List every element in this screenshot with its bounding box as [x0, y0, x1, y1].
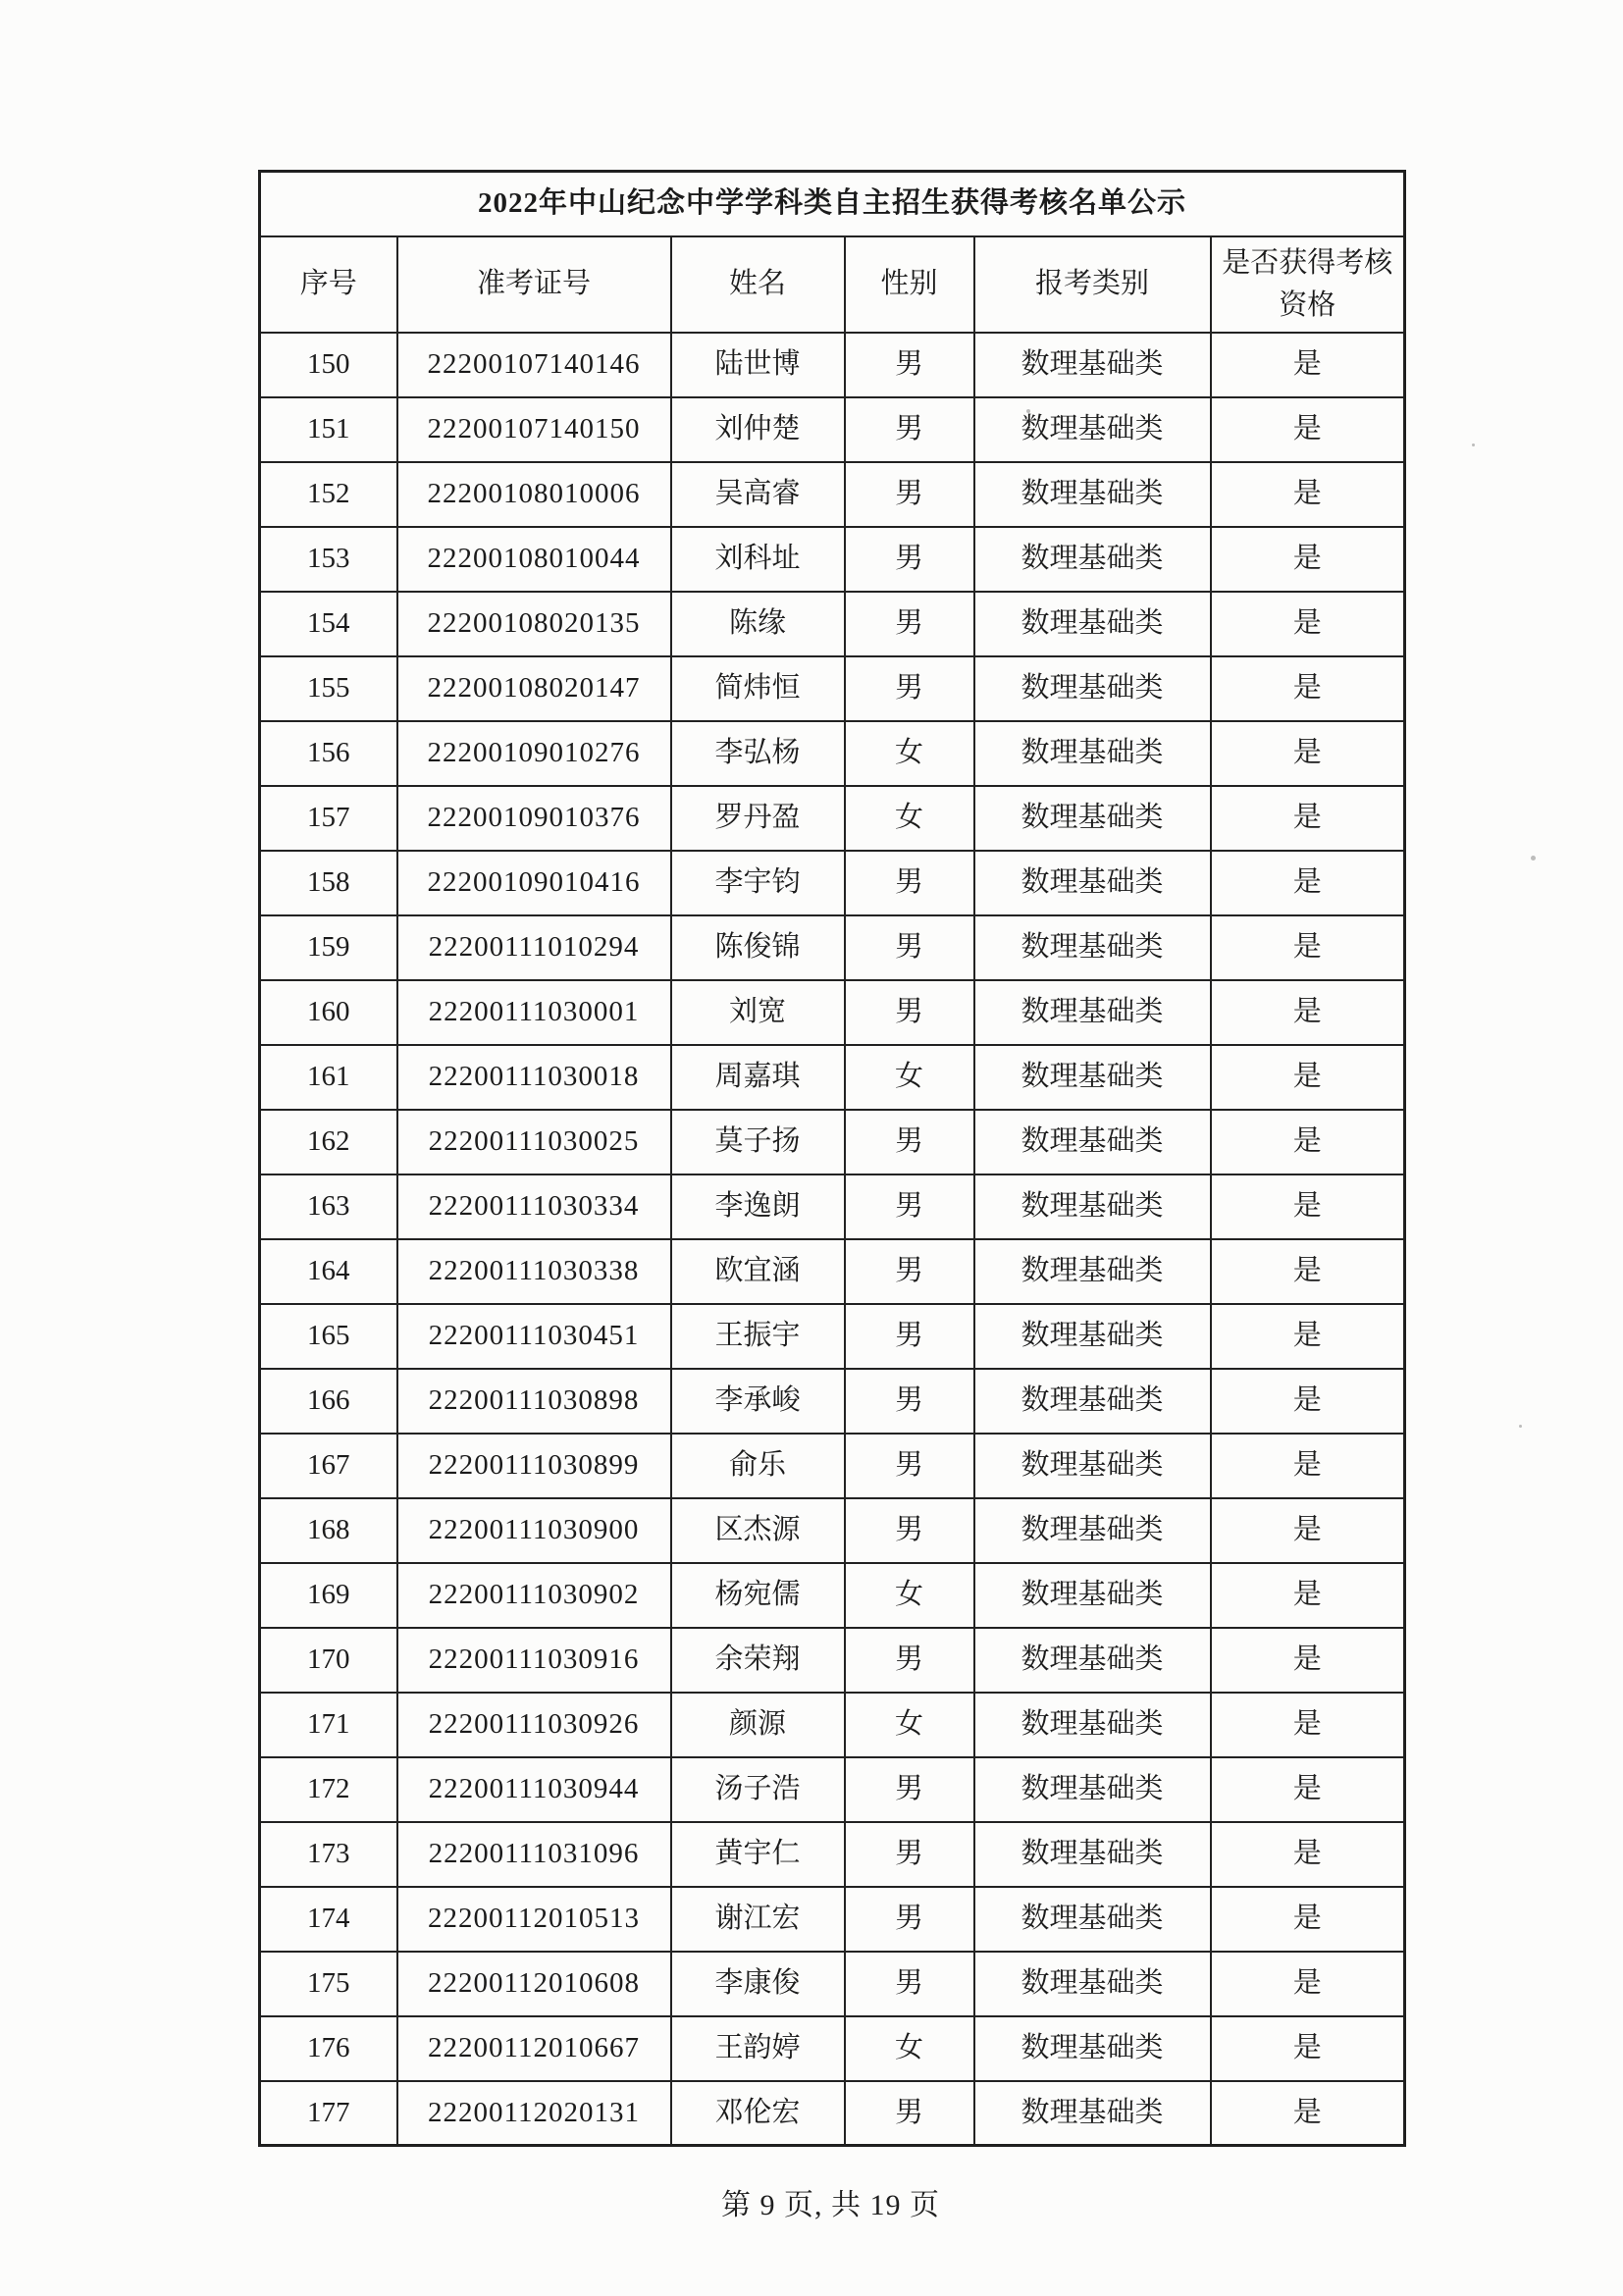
- cell-qualified: 是: [1211, 1045, 1405, 1110]
- cell-ticket: 22200111030451: [397, 1304, 671, 1369]
- cell-ticket: 22200108010044: [397, 527, 671, 592]
- cell-name: 简炜恒: [671, 656, 845, 721]
- cell-category: 数理基础类: [974, 721, 1211, 786]
- cell-qualified: 是: [1211, 915, 1405, 980]
- cell-category: 数理基础类: [974, 656, 1211, 721]
- cell-category: 数理基础类: [974, 1369, 1211, 1434]
- cell-serial: 169: [260, 1563, 397, 1628]
- cell-name: 李宇钧: [671, 851, 845, 915]
- cell-serial: 175: [260, 1952, 397, 2016]
- cell-name: 陈缘: [671, 592, 845, 656]
- cell-category: 数理基础类: [974, 1045, 1211, 1110]
- cell-category: 数理基础类: [974, 1110, 1211, 1174]
- cell-serial: 156: [260, 721, 397, 786]
- cell-qualified: 是: [1211, 1110, 1405, 1174]
- cell-qualified: 是: [1211, 2081, 1405, 2146]
- cell-category: 数理基础类: [974, 851, 1211, 915]
- cell-category: 数理基础类: [974, 1952, 1211, 2016]
- cell-serial: 152: [260, 462, 397, 527]
- table-title: 2022年中山纪念中学学科类自主招生获得考核名单公示: [260, 172, 1405, 236]
- cell-gender: 男: [845, 1822, 974, 1887]
- cell-gender: 男: [845, 1498, 974, 1563]
- cell-name: 刘科址: [671, 527, 845, 592]
- cell-gender: 男: [845, 1757, 974, 1822]
- cell-qualified: 是: [1211, 1757, 1405, 1822]
- table-row: [260, 721, 1405, 786]
- cell-category: 数理基础类: [974, 1563, 1211, 1628]
- cell-qualified: 是: [1211, 1628, 1405, 1693]
- cell-ticket: 22200111030916: [397, 1628, 671, 1693]
- table-row: [260, 786, 1405, 851]
- table-row: [260, 1174, 1405, 1239]
- cell-gender: 男: [845, 1304, 974, 1369]
- table-row: [260, 527, 1405, 592]
- cell-qualified: 是: [1211, 333, 1405, 397]
- cell-category: 数理基础类: [974, 1434, 1211, 1498]
- table-row: [260, 1434, 1405, 1498]
- table-row: [260, 1628, 1405, 1693]
- cell-ticket: 22200112010513: [397, 1887, 671, 1952]
- table-row: [260, 2016, 1405, 2081]
- cell-gender: 男: [845, 980, 974, 1045]
- cell-gender: 男: [845, 1369, 974, 1434]
- cell-ticket: 22200111030944: [397, 1757, 671, 1822]
- cell-gender: 女: [845, 1693, 974, 1757]
- cell-serial: 172: [260, 1757, 397, 1822]
- cell-name: 王韵婷: [671, 2016, 845, 2081]
- cell-category: 数理基础类: [974, 1887, 1211, 1952]
- cell-name: 欧宜涵: [671, 1239, 845, 1304]
- column-header-gender: 性别: [845, 236, 974, 333]
- cell-qualified: 是: [1211, 980, 1405, 1045]
- cell-name: 王振宇: [671, 1304, 845, 1369]
- cell-serial: 168: [260, 1498, 397, 1563]
- scan-speck: [1531, 856, 1536, 861]
- cell-gender: 男: [845, 2081, 974, 2146]
- cell-ticket: 22200111030001: [397, 980, 671, 1045]
- cell-gender: 男: [845, 851, 974, 915]
- column-header-qualified: 是否获得考核资格: [1211, 236, 1405, 333]
- table-row: [260, 1563, 1405, 1628]
- cell-category: 数理基础类: [974, 1822, 1211, 1887]
- cell-gender: 男: [845, 397, 974, 462]
- table-title-row: [260, 172, 1405, 236]
- cell-qualified: 是: [1211, 656, 1405, 721]
- cell-ticket: 22200111030018: [397, 1045, 671, 1110]
- cell-category: 数理基础类: [974, 1628, 1211, 1693]
- table-row: [260, 1498, 1405, 1563]
- cell-gender: 男: [845, 1952, 974, 2016]
- cell-qualified: 是: [1211, 2016, 1405, 2081]
- cell-category: 数理基础类: [974, 1304, 1211, 1369]
- cell-serial: 150: [260, 333, 397, 397]
- scan-speck: [1519, 1425, 1522, 1428]
- cell-gender: 男: [845, 592, 974, 656]
- cell-qualified: 是: [1211, 1693, 1405, 1757]
- column-header-category: 报考类别: [974, 236, 1211, 333]
- cell-name: 李逸朗: [671, 1174, 845, 1239]
- cell-ticket: 22200111010294: [397, 915, 671, 980]
- cell-category: 数理基础类: [974, 592, 1211, 656]
- cell-qualified: 是: [1211, 1174, 1405, 1239]
- cell-gender: 男: [845, 462, 974, 527]
- column-header-ticket: 准考证号: [397, 236, 671, 333]
- scan-speck: [1026, 409, 1030, 413]
- cell-name: 李弘杨: [671, 721, 845, 786]
- cell-name: 陆世博: [671, 333, 845, 397]
- cell-serial: 162: [260, 1110, 397, 1174]
- cell-gender: 女: [845, 786, 974, 851]
- cell-qualified: 是: [1211, 786, 1405, 851]
- cell-category: 数理基础类: [974, 462, 1211, 527]
- cell-ticket: 22200111030926: [397, 1693, 671, 1757]
- cell-serial: 161: [260, 1045, 397, 1110]
- cell-qualified: 是: [1211, 1822, 1405, 1887]
- cell-qualified: 是: [1211, 397, 1405, 462]
- cell-serial: 174: [260, 1887, 397, 1952]
- cell-serial: 170: [260, 1628, 397, 1693]
- cell-serial: 158: [260, 851, 397, 915]
- cell-ticket: 22200109010376: [397, 786, 671, 851]
- cell-category: 数理基础类: [974, 1498, 1211, 1563]
- cell-ticket: 22200109010416: [397, 851, 671, 915]
- cell-serial: 154: [260, 592, 397, 656]
- cell-ticket: 22200109010276: [397, 721, 671, 786]
- cell-name: 邓伦宏: [671, 2081, 845, 2146]
- table-row: [260, 1239, 1405, 1304]
- cell-name: 李承峻: [671, 1369, 845, 1434]
- cell-ticket: 22200111031096: [397, 1822, 671, 1887]
- cell-name: 杨宛儒: [671, 1563, 845, 1628]
- table-row: [260, 980, 1405, 1045]
- cell-name: 刘宽: [671, 980, 845, 1045]
- cell-gender: 男: [845, 1239, 974, 1304]
- cell-gender: 男: [845, 1110, 974, 1174]
- table-row: [260, 915, 1405, 980]
- cell-name: 汤子浩: [671, 1757, 845, 1822]
- cell-name: 谢江宏: [671, 1887, 845, 1952]
- cell-ticket: 22200111030900: [397, 1498, 671, 1563]
- cell-serial: 163: [260, 1174, 397, 1239]
- table-header-row: [260, 236, 1405, 333]
- table-row: [260, 1822, 1405, 1887]
- cell-serial: 153: [260, 527, 397, 592]
- column-header-serial: 序号: [260, 236, 397, 333]
- cell-category: 数理基础类: [974, 915, 1211, 980]
- cell-category: 数理基础类: [974, 1239, 1211, 1304]
- cell-category: 数理基础类: [974, 397, 1211, 462]
- table-row: [260, 333, 1405, 397]
- cell-qualified: 是: [1211, 1952, 1405, 2016]
- cell-ticket: 22200107140146: [397, 333, 671, 397]
- cell-serial: 159: [260, 915, 397, 980]
- cell-ticket: 22200112020131: [397, 2081, 671, 2146]
- cell-serial: 173: [260, 1822, 397, 1887]
- cell-ticket: 22200111030899: [397, 1434, 671, 1498]
- table-row: [260, 1110, 1405, 1174]
- cell-category: 数理基础类: [974, 2016, 1211, 2081]
- scan-speck: [1472, 444, 1475, 446]
- table-row: [260, 1693, 1405, 1757]
- cell-ticket: 22200111030025: [397, 1110, 671, 1174]
- table-row: [260, 1757, 1405, 1822]
- cell-qualified: 是: [1211, 1239, 1405, 1304]
- cell-qualified: 是: [1211, 1369, 1405, 1434]
- column-header-name: 姓名: [671, 236, 845, 333]
- cell-ticket: 22200112010608: [397, 1952, 671, 2016]
- cell-name: 余荣翔: [671, 1628, 845, 1693]
- cell-category: 数理基础类: [974, 333, 1211, 397]
- cell-qualified: 是: [1211, 1563, 1405, 1628]
- table-row: [260, 1369, 1405, 1434]
- cell-category: 数理基础类: [974, 527, 1211, 592]
- cell-name: 李康俊: [671, 1952, 845, 2016]
- cell-qualified: 是: [1211, 721, 1405, 786]
- cell-name: 周嘉琪: [671, 1045, 845, 1110]
- table-row: [260, 1952, 1405, 2016]
- cell-serial: 164: [260, 1239, 397, 1304]
- cell-gender: 女: [845, 1563, 974, 1628]
- cell-category: 数理基础类: [974, 1757, 1211, 1822]
- cell-ticket: 22200111030334: [397, 1174, 671, 1239]
- table-row: [260, 1045, 1405, 1110]
- cell-serial: 171: [260, 1693, 397, 1757]
- cell-category: 数理基础类: [974, 786, 1211, 851]
- table-row: [260, 2081, 1405, 2146]
- cell-name: 刘仲楚: [671, 397, 845, 462]
- cell-serial: 151: [260, 397, 397, 462]
- cell-name: 吴高睿: [671, 462, 845, 527]
- cell-name: 俞乐: [671, 1434, 845, 1498]
- table-row: [260, 462, 1405, 527]
- cell-gender: 男: [845, 1887, 974, 1952]
- cell-qualified: 是: [1211, 1498, 1405, 1563]
- cell-serial: 167: [260, 1434, 397, 1498]
- table-row: [260, 592, 1405, 656]
- cell-serial: 177: [260, 2081, 397, 2146]
- cell-gender: 男: [845, 1628, 974, 1693]
- table-row: [260, 1304, 1405, 1369]
- cell-serial: 165: [260, 1304, 397, 1369]
- table-row: [260, 656, 1405, 721]
- table-row: [260, 851, 1405, 915]
- cell-ticket: 22200111030898: [397, 1369, 671, 1434]
- qualification-table: [258, 170, 1406, 2147]
- cell-ticket: 22200111030902: [397, 1563, 671, 1628]
- cell-category: 数理基础类: [974, 1693, 1211, 1757]
- table-row: [260, 1887, 1405, 1952]
- cell-qualified: 是: [1211, 592, 1405, 656]
- cell-qualified: 是: [1211, 851, 1405, 915]
- cell-name: 莫子扬: [671, 1110, 845, 1174]
- cell-ticket: 22200112010667: [397, 2016, 671, 2081]
- cell-gender: 男: [845, 1434, 974, 1498]
- cell-serial: 166: [260, 1369, 397, 1434]
- cell-gender: 男: [845, 527, 974, 592]
- cell-category: 数理基础类: [974, 980, 1211, 1045]
- cell-category: 数理基础类: [974, 2081, 1211, 2146]
- cell-ticket: 22200107140150: [397, 397, 671, 462]
- cell-gender: 女: [845, 1045, 974, 1110]
- cell-serial: 155: [260, 656, 397, 721]
- cell-category: 数理基础类: [974, 1174, 1211, 1239]
- cell-ticket: 22200108020147: [397, 656, 671, 721]
- cell-qualified: 是: [1211, 1304, 1405, 1369]
- cell-gender: 男: [845, 915, 974, 980]
- cell-ticket: 22200111030338: [397, 1239, 671, 1304]
- cell-ticket: 22200108010006: [397, 462, 671, 527]
- cell-gender: 男: [845, 1174, 974, 1239]
- cell-gender: 男: [845, 656, 974, 721]
- cell-qualified: 是: [1211, 1434, 1405, 1498]
- cell-serial: 157: [260, 786, 397, 851]
- cell-serial: 160: [260, 980, 397, 1045]
- cell-gender: 女: [845, 721, 974, 786]
- table-row: [260, 397, 1405, 462]
- cell-qualified: 是: [1211, 527, 1405, 592]
- cell-gender: 男: [845, 333, 974, 397]
- cell-qualified: 是: [1211, 462, 1405, 527]
- cell-name: 罗丹盈: [671, 786, 845, 851]
- cell-gender: 女: [845, 2016, 974, 2081]
- cell-ticket: 22200108020135: [397, 592, 671, 656]
- cell-name: 陈俊锦: [671, 915, 845, 980]
- page-number: 第 9 页, 共 19 页: [721, 2189, 940, 2221]
- cell-name: 区杰源: [671, 1498, 845, 1563]
- cell-serial: 176: [260, 2016, 397, 2081]
- cell-name: 黄宇仁: [671, 1822, 845, 1887]
- cell-qualified: 是: [1211, 1887, 1405, 1952]
- cell-name: 颜源: [671, 1693, 845, 1757]
